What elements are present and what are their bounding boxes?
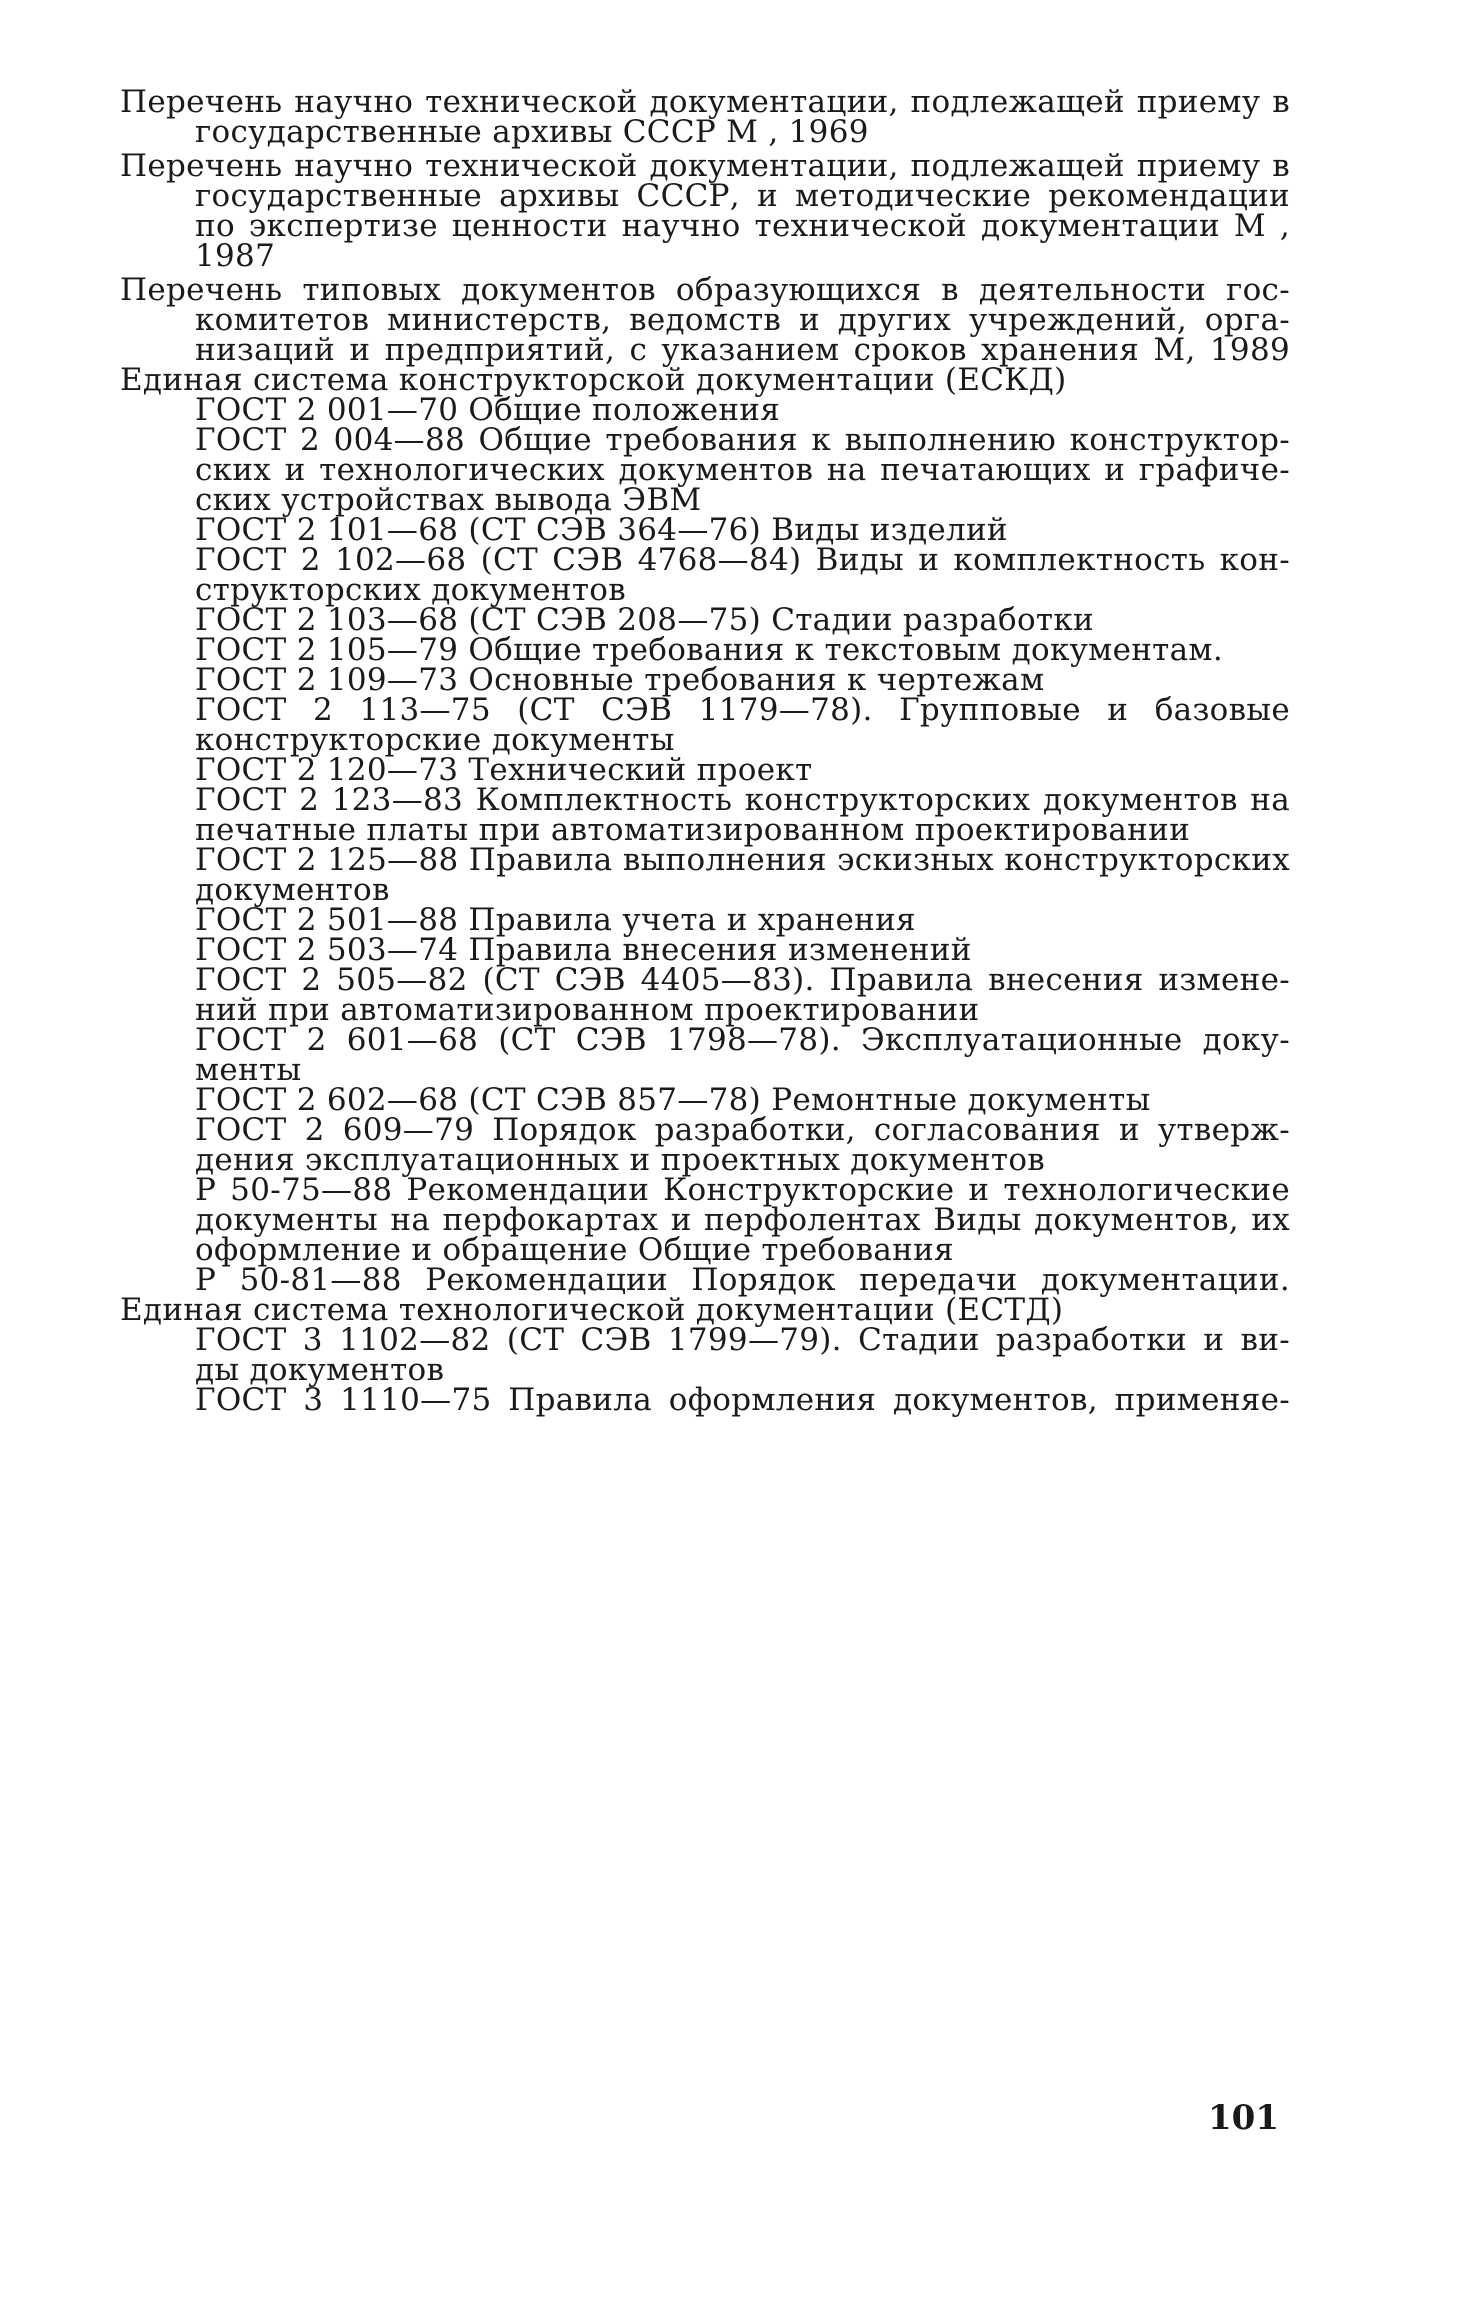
text-line: ГОСТ 2 601—68 (СТ СЭВ 1798—78). Эксплуатационные доку-	[195, 1022, 1290, 1058]
text-line: документов	[195, 872, 390, 908]
text-line: ГОСТ 2 123—83 Комплектность конструкторских документов на	[195, 782, 1290, 818]
text-line: ГОСТ 2 501—88 Правила учета и хранения	[195, 902, 916, 938]
text-line: ских и технологических документов на печатающих и графиче-	[195, 452, 1290, 488]
section-heading: Единая система конструкторской документации (ЕСКД)	[120, 362, 1067, 398]
text-line: ГОСТ 3 1110—75 Правила оформления документов, применяе-	[195, 1382, 1290, 1418]
text-line: Перечень научно технической документации, подлежащей приему в	[120, 148, 1290, 184]
text-line: ГОСТ 2 102—68 (СТ СЭВ 4768—84) Виды и комплектность кон-	[195, 542, 1290, 578]
text-line: ний при автоматизированном проектировании	[195, 992, 980, 1028]
text-line: низаций и предприятий, с указанием сроков хранения М, 1989	[195, 332, 1290, 368]
text-line: Р 50-75—88 Рекомендации Конструкторские и технологические	[195, 1172, 1290, 1208]
text-line: Перечень научно технической документации, подлежащей приему в	[120, 84, 1290, 120]
section-heading: Единая система технологической документации (ЕСТД)	[120, 1292, 1064, 1328]
text-line: ГОСТ 2 602—68 (СТ СЭВ 857—78) Ремонтные документы	[195, 1082, 1151, 1118]
text-line: ГОСТ 2 505—82 (СТ СЭВ 4405—83). Правила внесения измене-	[195, 962, 1290, 998]
text-line: ГОСТ 2 101—68 (СТ СЭВ 364—76) Виды изделий	[195, 512, 1008, 548]
text-line: дения эксплуатационных и проектных документов	[195, 1142, 1046, 1178]
text-line: ГОСТ 2 105—79 Общие требования к текстовым документам.	[195, 632, 1223, 668]
text-line: ГОСТ 3 1102—82 (СТ СЭВ 1799—79). Стадии разработки и ви-	[195, 1322, 1290, 1358]
text-line: ды документов	[195, 1352, 445, 1388]
text-line: менты	[195, 1052, 302, 1088]
text-line: ГОСТ 2 113—75 (СТ СЭВ 1179—78). Групповые и базовые	[195, 692, 1290, 728]
text-line: Перечень типовых документов образующихся в деятельности гос-	[120, 272, 1290, 308]
text-line: ГОСТ 2 125—88 Правила выполнения эскизных конструкторских	[195, 842, 1290, 878]
text-line: ГОСТ 2 120—73 Технический проект	[195, 752, 813, 788]
text-line: комитетов министерств, ведомств и других учреждений, орга-	[195, 302, 1290, 338]
text-line: ГОСТ 2 103—68 (СТ СЭВ 208—75) Стадии разработки	[195, 602, 1095, 638]
page-number: 101	[1208, 2098, 1279, 2138]
text-line: ских устройствах вывода ЭВМ	[195, 482, 702, 518]
text-line: структорских документов	[195, 572, 627, 608]
text-line: ГОСТ 2 609—79 Порядок разработки, согласования и утверж-	[195, 1112, 1290, 1148]
text-line: ГОСТ 2 503—74 Правила внесения изменений	[195, 932, 972, 968]
text-line: ГОСТ 2 001—70 Общие положения	[195, 392, 781, 428]
text-line: оформление и обращение Общие требования	[195, 1232, 954, 1268]
text-line: документы на перфокартах и перфолентах Виды документов, их	[195, 1202, 1290, 1238]
text-line: печатные платы при автоматизированном проектировании	[195, 812, 1191, 848]
text-line: по экспертизе ценности научно технической документации М ,	[195, 208, 1290, 244]
text-line: Р 50-81—88 Рекомендации Порядок передачи документации.	[195, 1262, 1290, 1298]
text-line: государственные архивы СССР, и методические рекомендации	[195, 178, 1290, 214]
text-line: ГОСТ 2 109—73 Основные требования к чертежам	[195, 662, 1045, 698]
text-line: ГОСТ 2 004—88 Общие требования к выполнению конструктор-	[195, 422, 1290, 458]
text-line: государственные архивы СССР М , 1969	[195, 114, 869, 150]
text-line: конструкторские документы	[195, 722, 675, 758]
text-line: 1987	[195, 238, 276, 274]
